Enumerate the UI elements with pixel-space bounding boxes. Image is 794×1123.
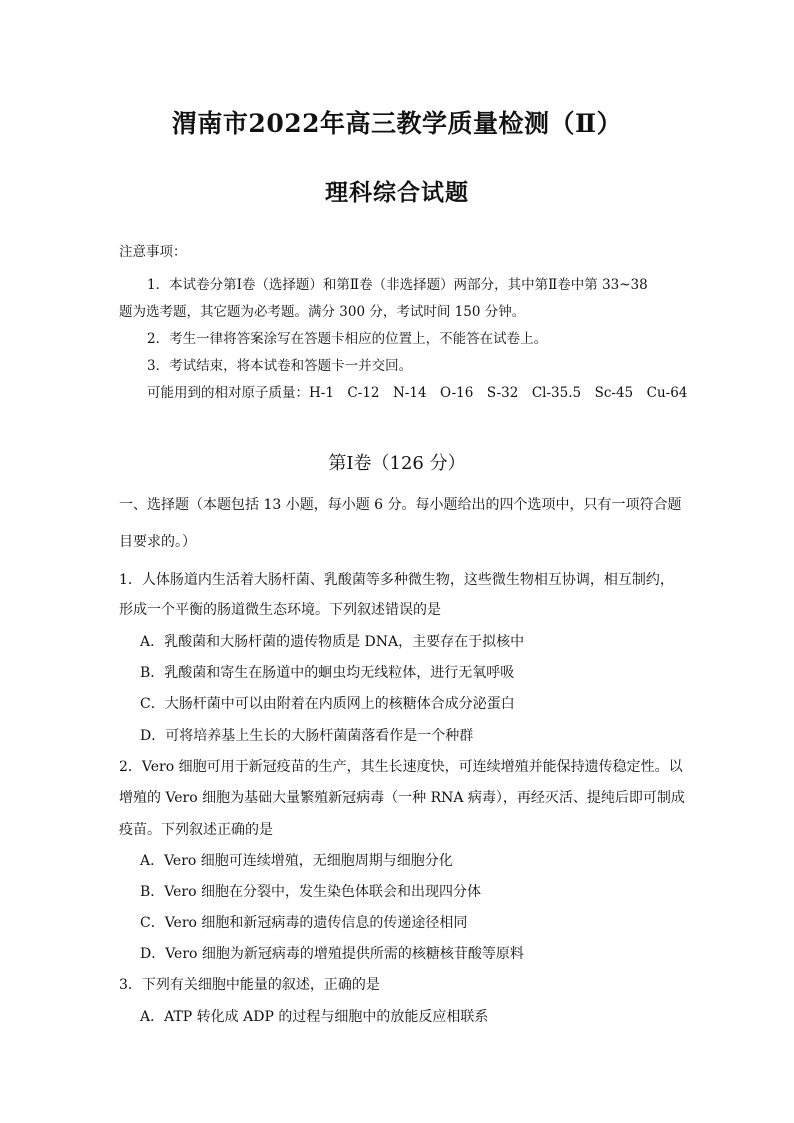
question-1-option-a: A．乳酸菌和大肠杆菌的遗传物质是 DNA，主要存在于拟核中 [140,634,525,650]
notice-heading: 注意事项： [119,244,187,260]
question-2-stem-line-1: 2．Vero 细胞可用于新冠疫苗的生产，其生长速度快，可连续增殖并能保持遗传稳定性。以 [119,759,683,775]
question-2-option-d: D．Vero 细胞为新冠病毒的增殖提供所需的核糖核苷酸等原料 [140,946,524,962]
question-1-option-b: B．乳酸菌和寄生在肠道中的蛔虫均无线粒体，进行无氧呼吸 [140,665,515,681]
question-2-stem-line-2: 增殖的 Vero 细胞为基础大量繁殖新冠病毒（一种 RNA 病毒），再经灭活、提纯后即可制成 [119,790,685,806]
notice-item-2: 2．考生一律将答案涂写在答题卡相应的位置上，不能答在试卷上。 [147,331,548,347]
question-1-option-c: C．大肠杆菌中可以由附着在内质网上的核糖体合成分泌蛋白 [140,696,515,712]
atomic-masses: 可能用到的相对原子质量：H-1 C-12 N-14 O-16 S-32 Cl-35.5 Sc-45 Cu-64 [147,385,688,401]
exam-subtitle: 理科综合试题 [325,179,469,206]
question-1-option-d: D．可将培养基上生长的大肠杆菌菌落看作是一个种群 [140,728,474,744]
section-intro-line-1: 一、选择题（本题包括 13 小题，每小题 6 分。每小题给出的四个选项中，只有一项符合题 [119,497,682,513]
exam-title: 渭南市2022年高三教学质量检测（Ⅱ） [171,109,623,138]
question-2-option-b: B．Vero 细胞在分裂中，发生染色体联会和出现四分体 [140,884,481,900]
section-heading: 第Ⅰ卷（126 分） [328,453,466,474]
question-2-option-a: A．Vero 细胞可连续增殖，无细胞周期与细胞分化 [140,853,453,869]
question-2-option-c: C．Vero 细胞和新冠病毒的遗传信息的传递途径相同 [140,915,468,931]
notice-item-3: 3．考试结束，将本试卷和答题卡一并交回。 [147,358,413,374]
notice-item-1-line-1: 1．本试卷分第Ⅰ卷（选择题）和第Ⅱ卷（非选择题）两部分，其中第Ⅱ卷中第 33~38 [147,277,648,293]
notice-item-1-line-2: 题为选考题，其它题为必考题。满分 300 分，考试时间 150 分钟。 [119,304,526,320]
question-1-stem-line-1: 1．人体肠道内生活着大肠杆菌、乳酸菌等多种微生物，这些微生物相互协调，相互制约， [119,572,674,588]
section-intro-line-2: 目要求的。） [119,534,196,550]
question-3-option-a: A．ATP 转化成 ADP 的过程与细胞中的放能反应相联系 [140,1009,489,1025]
question-1-stem-line-2: 形成一个平衡的肠道微生态环境。下列叙述错误的是 [119,602,441,618]
question-2-stem-line-3: 疫苗。下列叙述正确的是 [119,822,273,838]
question-3-stem-line-1: 3．下列有关细胞中能量的叙述，正确的是 [119,977,380,993]
